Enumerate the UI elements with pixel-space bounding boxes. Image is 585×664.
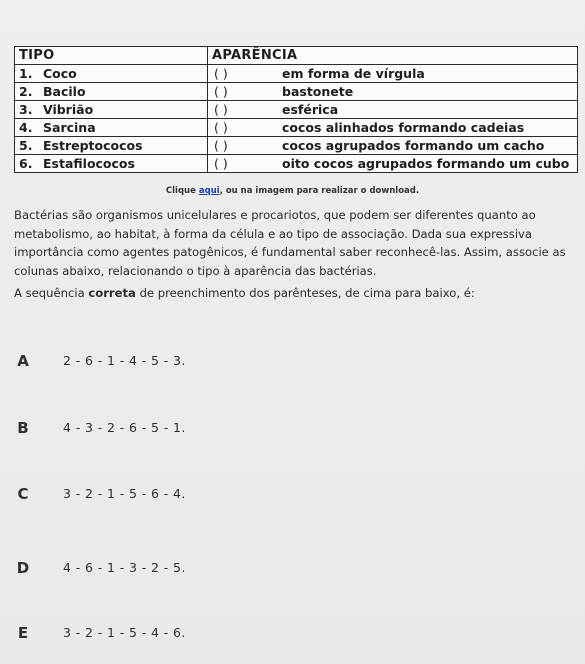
aparencia-label: cocos alinhados formando cadeias <box>282 120 525 135</box>
aparencia-label: oito cocos agrupados formando um cubo <box>282 156 570 171</box>
tipo-label: Coco <box>43 66 77 81</box>
tipo-cell <box>15 155 208 173</box>
answer-blank[interactable]: ( ) <box>214 84 228 99</box>
aparencia-cell <box>208 137 578 155</box>
aparencia-cell <box>208 65 578 83</box>
aparencia-cell <box>208 83 578 101</box>
tipo-label: Estafilococos <box>43 156 135 171</box>
tipo-cell <box>15 119 208 137</box>
table-row <box>15 83 578 101</box>
tipo-cell <box>15 101 208 119</box>
answer-blank[interactable]: ( ) <box>214 120 228 135</box>
answer-option-d[interactable] <box>8 553 308 583</box>
caption-suffix: , ou na imagem para realizar o download. <box>219 186 420 196</box>
row-number: 4. <box>19 120 33 135</box>
tipo-label: Bacilo <box>43 84 86 99</box>
header-aparencia: APARÊNCIA <box>208 47 578 65</box>
table-row <box>15 137 578 155</box>
row-number: 6. <box>19 156 33 171</box>
header-tipo: TIPO <box>15 47 208 65</box>
tipo-cell <box>15 137 208 155</box>
tipo-cell <box>15 65 208 83</box>
caption-prefix: Clique <box>165 186 199 196</box>
prompt-before: A sequência <box>14 286 89 300</box>
option-letter: C <box>17 485 29 503</box>
answer-blank[interactable]: ( ) <box>214 138 228 153</box>
answer-blank[interactable]: ( ) <box>214 102 228 117</box>
aparencia-cell <box>208 101 578 119</box>
tipo-cell <box>15 83 208 101</box>
option-text: 2 - 6 - 1 - 4 - 5 - 3. <box>63 353 186 368</box>
tipo-label: Vibrião <box>43 102 94 117</box>
download-caption <box>0 186 585 196</box>
option-text: 4 - 6 - 1 - 3 - 2 - 5. <box>63 560 186 575</box>
download-link[interactable]: aqui <box>198 186 220 196</box>
prompt-bold-word: correta <box>88 286 136 300</box>
answer-option-b[interactable] <box>8 413 308 443</box>
table-header-row <box>15 47 578 65</box>
answer-option-c[interactable] <box>8 479 308 509</box>
option-letter: A <box>17 352 29 370</box>
option-letter: B <box>17 419 29 437</box>
tipo-label: Sarcina <box>43 120 96 135</box>
aparencia-label: bastonete <box>282 84 354 99</box>
answer-option-a[interactable] <box>8 346 308 376</box>
answer-blank[interactable]: ( ) <box>214 156 228 171</box>
option-letter: E <box>17 624 29 642</box>
question-statement: Bactérias são organismos unicelulares e procariotos, que podem ser diferentes quanto ao metabolismo, ao habitat, à forma da célula e ao tipo de associação. Dada sua expressiva importância como agentes patogênicos, é fundamental saber reconhecê-las. Assim, associe as colunas abaixo, relacionando o tipo à aparência das bactérias. <box>14 208 566 278</box>
row-number: 3. <box>19 102 33 117</box>
aparencia-label: cocos agrupados formando um cacho <box>282 138 545 153</box>
row-number: 5. <box>19 138 33 153</box>
association-table <box>14 46 578 173</box>
row-number: 2. <box>19 84 33 99</box>
table-row <box>15 101 578 119</box>
aparencia-cell <box>208 119 578 137</box>
aparencia-cell <box>208 155 578 173</box>
table-row <box>15 65 578 83</box>
prompt-after: de preenchimento dos parênteses, de cima para baixo, é: <box>135 286 475 300</box>
table-row <box>15 119 578 137</box>
option-text: 3 - 2 - 1 - 5 - 6 - 4. <box>63 486 186 501</box>
option-text: 4 - 3 - 2 - 6 - 5 - 1. <box>63 420 186 435</box>
question-prompt <box>14 284 579 302</box>
answer-blank[interactable]: ( ) <box>214 66 228 81</box>
answer-option-e[interactable] <box>8 618 308 648</box>
tipo-label: Estreptococos <box>43 138 143 153</box>
table-row <box>15 155 578 173</box>
option-text: 3 - 2 - 1 - 5 - 4 - 6. <box>63 625 186 640</box>
option-letter: D <box>16 559 30 577</box>
aparencia-label: esférica <box>282 102 339 117</box>
aparencia-label: em forma de vírgula <box>282 66 425 81</box>
row-number: 1. <box>19 66 33 81</box>
